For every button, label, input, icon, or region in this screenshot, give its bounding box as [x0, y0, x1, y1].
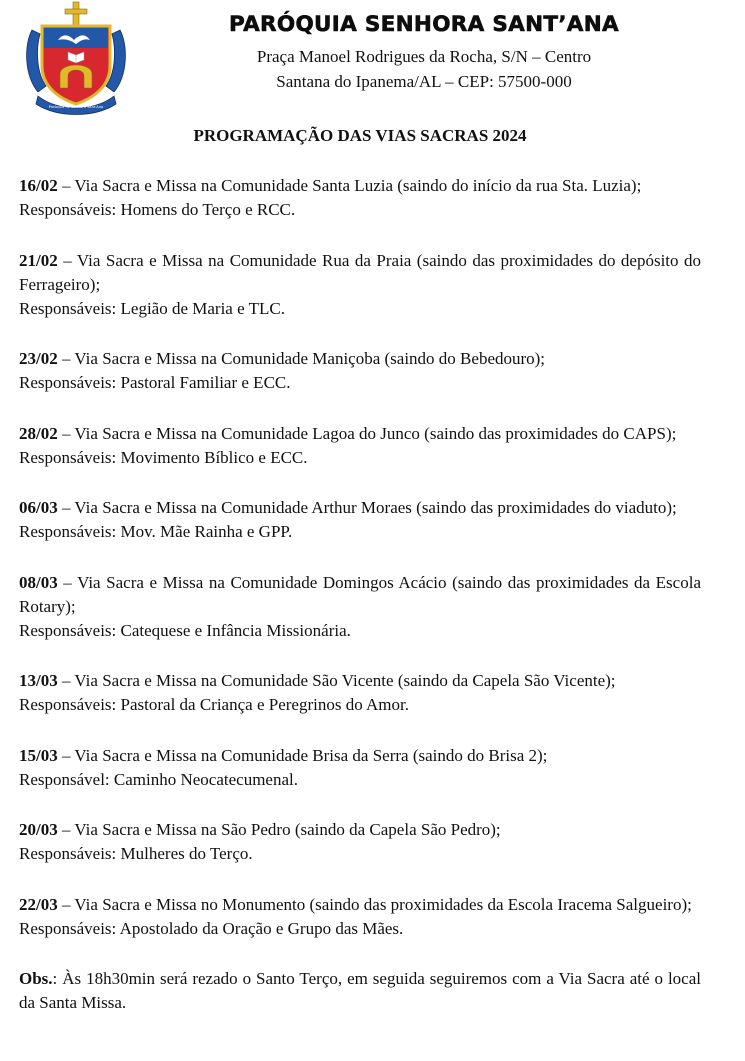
- entry-responsible: Responsáveis: Legião de Maria e TLC.: [19, 298, 285, 318]
- entry-text: – Via Sacra e Missa na Comunidade Lagoa do Junco (saindo das proximidades do CAPS);: [57, 423, 677, 443]
- entry-text: – Via Sacra e Missa na Comunidade Santa Luzia (saindo do início da rua Sta. Luzia);: [57, 176, 642, 195]
- entry-responsible: Responsáveis: Movimento Bíblico e ECC.: [19, 447, 308, 467]
- schedule-entry: [19, 669, 701, 717]
- schedule-entry: [19, 496, 701, 544]
- entry-responsible: Responsáveis: Pastoral Familiar e ECC.: [19, 373, 291, 392]
- entry-responsible: Responsáveis: Mov. Mãe Rainha e GPP.: [19, 522, 293, 541]
- entry-responsible: Responsáveis: Mulheres do Terço.: [19, 844, 253, 863]
- entry-description: [19, 818, 701, 842]
- entry-description: [19, 422, 701, 446]
- entry-description: [19, 893, 701, 917]
- entry-date: 21/02: [19, 250, 58, 270]
- schedule-entry: [19, 744, 701, 792]
- entry-text: – Via Sacra e Missa no Monumento (saindo das proximidades da Escola Iracema Salgueiro);: [57, 894, 692, 914]
- entry-date: 16/02: [19, 176, 58, 195]
- observation-note: [19, 967, 701, 1015]
- entry-description: [19, 249, 701, 297]
- schedule-entry: [19, 893, 701, 941]
- address-line-2: Santana do Ipanema/AL – CEP: 57500-000: [276, 72, 572, 91]
- entry-text: – Via Sacra e Missa na Comunidade Domingos Acácio (saindo das proximidades da Escola Rotary);: [19, 572, 701, 616]
- letterhead: [0, 0, 745, 122]
- entry-description: [19, 174, 701, 198]
- entry-responsible: Responsáveis: Pastoral da Criança e Peregrinos do Amor.: [19, 695, 409, 714]
- observation-text: : Às 18h30min será rezado o Santo Terço, em seguida seguiremos com a Via Sacra até o local da Santa Missa.: [19, 969, 701, 1012]
- parish-coat-of-arms-logo: [18, 0, 134, 118]
- entry-text: – Via Sacra e Missa na Comunidade São Vicente (saindo da Capela São Vicente);: [57, 671, 616, 690]
- entry-date: 20/03: [19, 820, 58, 839]
- schedule-entry: [19, 818, 701, 866]
- cross-icon: [65, 2, 87, 26]
- schedule-entry: [19, 422, 701, 470]
- entry-date: 23/02: [19, 349, 58, 368]
- entry-description: [19, 347, 701, 371]
- entry-date: 22/03: [19, 894, 58, 914]
- entry-text: – Via Sacra e Missa na Comunidade Rua da Praia (saindo das proximidades do depósito do Ferrageiro);: [19, 250, 701, 294]
- schedule-entry: [19, 347, 701, 395]
- schedule-list: [19, 174, 701, 1015]
- schedule-entry: [19, 249, 701, 321]
- entry-responsible: Responsáveis: Homens do Terço e RCC.: [19, 200, 296, 219]
- entry-description: [19, 744, 701, 768]
- logo-motto: Paróquia de Senhora Sant'Ana: [48, 105, 104, 109]
- entry-description: [19, 669, 701, 693]
- entry-description: [19, 571, 701, 619]
- observation-label: Obs.: [19, 969, 53, 988]
- entry-responsible: Responsáveis: Apostolado da Oração e Grupo das Mães.: [19, 918, 404, 938]
- document-title: PROGRAMAÇÃO DAS VIAS SACRAS 2024: [193, 126, 527, 145]
- entry-date: 08/03: [19, 572, 58, 592]
- entry-description: [19, 496, 701, 520]
- entry-responsible: Responsáveis: Catequese e Infância Missionária.: [19, 620, 351, 640]
- schedule-entry: [19, 571, 701, 643]
- parish-name: PARÓQUIA SENHORA SANT’ANA: [229, 12, 619, 37]
- entry-date: 15/03: [19, 745, 58, 765]
- schedule-entry: [19, 174, 701, 222]
- entry-responsible: Responsável: Caminho Neocatecumenal.: [19, 769, 298, 789]
- entry-text: – Via Sacra e Missa na Comunidade Arthur Moraes (saindo das proximidades do viaduto);: [57, 498, 677, 517]
- entry-date: 06/03: [19, 498, 58, 517]
- address-line-1: Praça Manoel Rodrigues da Rocha, S/N – Centro: [256, 47, 592, 66]
- entry-text: – Via Sacra e Missa na Comunidade Brisa da Serra (saindo do Brisa 2);: [57, 745, 548, 765]
- entry-date: 28/02: [19, 423, 58, 443]
- entry-date: 13/03: [19, 671, 58, 690]
- entry-text: – Via Sacra e Missa na São Pedro (saindo da Capela São Pedro);: [57, 820, 501, 839]
- entry-text: – Via Sacra e Missa na Comunidade Maniçoba (saindo do Bebedouro);: [57, 349, 546, 368]
